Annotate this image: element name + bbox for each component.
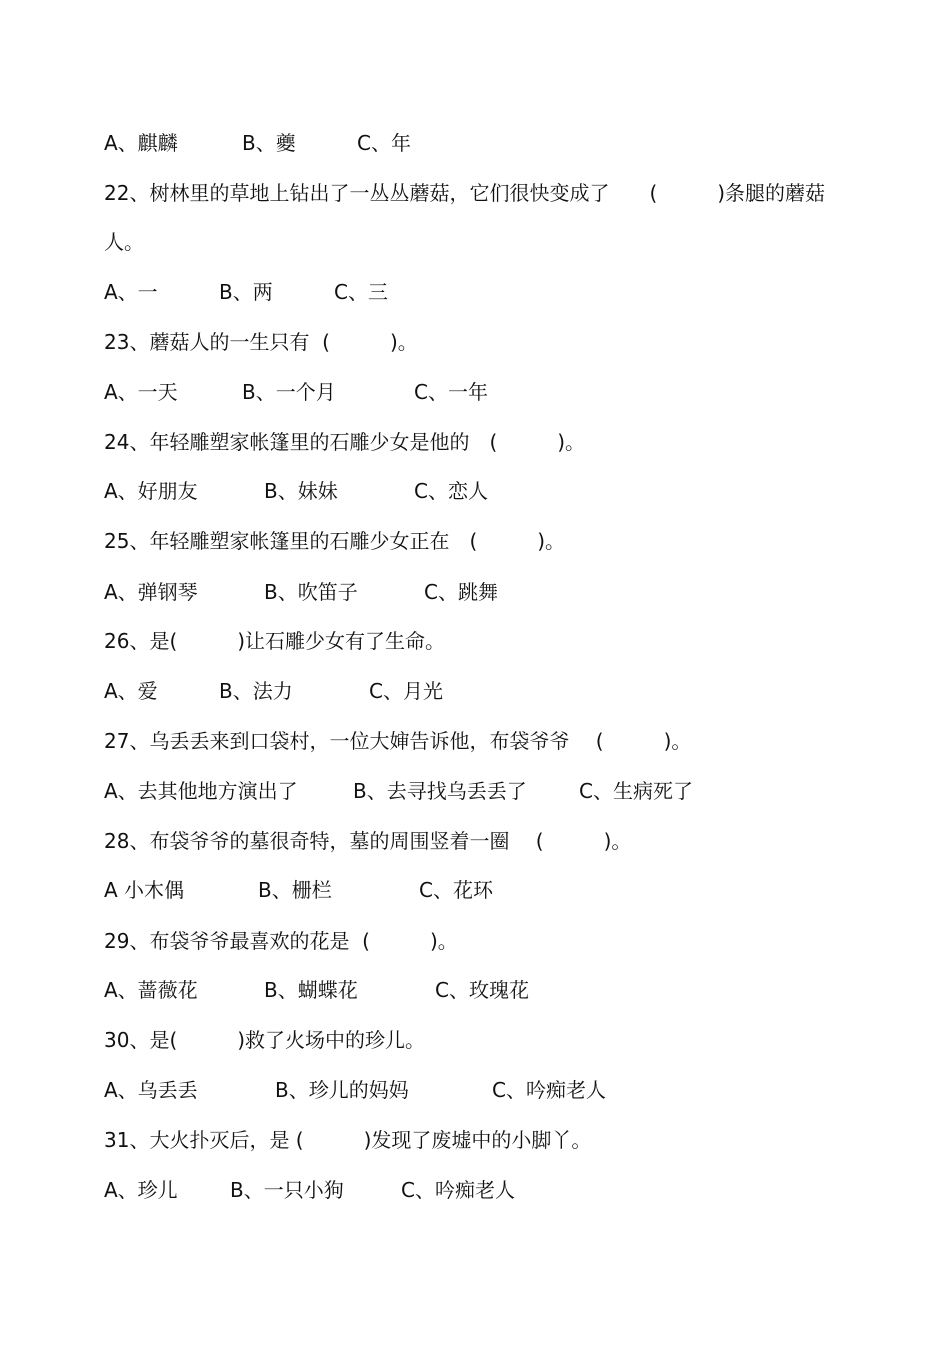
- question-30-option-a: A、乌丢丢: [104, 1078, 198, 1102]
- question-27-option-a: A、去其他地方演出了: [104, 779, 298, 803]
- question-23-stem: 23、蘑菇人的一生只有 ( )。: [104, 330, 418, 354]
- question-22-option-b: B、两: [219, 280, 273, 304]
- option-c: C、年: [357, 131, 411, 155]
- question-24-option-b: B、妹妹: [264, 479, 338, 503]
- question-30-option-b: B、珍儿的妈妈: [275, 1078, 409, 1102]
- question-25-option-a: A、弹钢琴: [104, 580, 198, 604]
- question-29-stem: 29、布袋爷爷最喜欢的花是 ( )。: [104, 929, 458, 953]
- question-23-option-b: B、一个月: [242, 380, 336, 404]
- question-26-stem: 26、是( )让石雕少女有了生命。: [104, 629, 446, 653]
- question-28-option-b: B、栅栏: [258, 878, 332, 902]
- question-25-stem: 25、年轻雕塑家帐篷里的石雕少女正在 ( )。: [104, 529, 566, 553]
- question-24-stem: 24、年轻雕塑家帐篷里的石雕少女是他的 ( )。: [104, 430, 586, 454]
- question-22-option-c: C、三: [334, 280, 388, 304]
- question-22-stem: 22、树林里的草地上钻出了一丛丛蘑菇，它们很快变成了 ( )条腿的蘑菇: [104, 181, 826, 205]
- question-22-stem-continued: 人。: [104, 230, 144, 254]
- question-24-option-c: C、恋人: [414, 479, 488, 503]
- question-31-option-a: A、珍儿: [104, 1178, 178, 1202]
- question-31-option-b: B、一只小狗: [230, 1178, 344, 1202]
- question-30-option-c: C、吟痴老人: [492, 1078, 606, 1102]
- option-a: A、麒麟: [104, 131, 178, 155]
- question-29-option-c: C、玫瑰花: [435, 978, 529, 1002]
- question-31-option-c: C、吟痴老人: [401, 1178, 515, 1202]
- question-23-option-a: A、一天: [104, 380, 178, 404]
- question-27-stem: 27、乌丢丢来到口袋村，一位大婶告诉他，布袋爷爷 ( )。: [104, 729, 692, 753]
- question-28-option-c: C、花环: [419, 878, 493, 902]
- question-22-option-a: A、一: [104, 280, 158, 304]
- question-30-stem: 30、是( )救了火场中的珍儿。: [104, 1028, 426, 1052]
- question-28-option-a: A 小木偶: [104, 878, 185, 902]
- question-28-stem: 28、布袋爷爷的墓很奇特，墓的周围竖着一圈 ( )。: [104, 829, 632, 853]
- question-25-option-b: B、吹笛子: [264, 580, 358, 604]
- question-26-option-a: A、爱: [104, 679, 158, 703]
- question-26-option-b: B、法力: [219, 679, 293, 703]
- question-25-option-c: C、跳舞: [424, 580, 498, 604]
- question-26-option-c: C、月光: [369, 679, 443, 703]
- question-27-option-c: C、生病死了: [579, 779, 693, 803]
- question-29-option-b: B、蝴蝶花: [264, 978, 358, 1002]
- question-29-option-a: A、蔷薇花: [104, 978, 198, 1002]
- question-23-option-c: C、一年: [414, 380, 488, 404]
- option-b: B、夔: [242, 131, 296, 155]
- question-27-option-b: B、去寻找乌丢丢了: [353, 779, 527, 803]
- question-31-stem: 31、大火扑灭后，是 ( )发现了废墟中的小脚丫。: [104, 1128, 592, 1152]
- question-24-option-a: A、好朋友: [104, 479, 198, 503]
